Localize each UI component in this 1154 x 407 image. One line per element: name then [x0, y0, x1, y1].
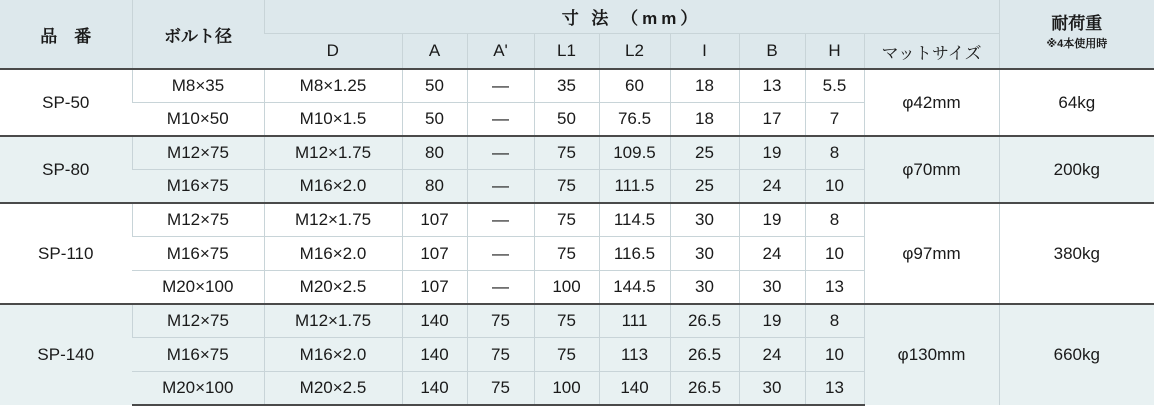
header-mat-size: マットサイズ	[864, 34, 999, 70]
table-row	[0, 304, 1154, 338]
header-bolt-size: ボルト径	[132, 0, 264, 69]
cell-l1: 100	[534, 271, 599, 305]
table-body	[0, 69, 1154, 405]
cell-d: M20×2.5	[264, 271, 402, 305]
header-col-l1: L1	[534, 34, 599, 70]
cell-mat-size: φ42mm	[864, 69, 999, 136]
cell-i: 18	[670, 69, 739, 103]
cell-i: 25	[670, 136, 739, 170]
cell-load: 660kg	[999, 304, 1154, 405]
cell-a: 50	[402, 69, 467, 103]
cell-load: 380kg	[999, 203, 1154, 304]
cell-a: 80	[402, 170, 467, 204]
header-col-b: B	[739, 34, 805, 70]
header-col-a: A	[402, 34, 467, 70]
cell-h: 10	[805, 237, 864, 271]
cell-part-no: SP-50	[42, 92, 90, 112]
cell-a: 50	[402, 103, 467, 137]
cell-part-no: SP-110	[0, 203, 132, 304]
cell-bolt-size: M8×35	[132, 69, 264, 103]
cell-h: 8	[805, 203, 864, 237]
header-load-title: 耐荷重	[1051, 14, 1103, 33]
cell-d: M12×1.75	[264, 203, 402, 237]
cell-part-no: SP-80	[0, 136, 132, 203]
cell-d: M12×1.75	[264, 136, 402, 170]
cell-b: 17	[739, 103, 805, 137]
cell-a: 80	[402, 136, 467, 170]
table-header	[0, 0, 1154, 69]
cell-l1: 75	[534, 237, 599, 271]
cell-l2: 60	[599, 69, 670, 103]
header-col-a-prime: A'	[467, 34, 534, 70]
cell-h: 10	[805, 338, 864, 372]
header-col-l2: L2	[599, 34, 670, 70]
cell-bolt-size: M12×75	[132, 304, 264, 338]
cell-l2: 111.5	[599, 170, 670, 204]
cell-b: 19	[739, 136, 805, 170]
cell-a: 140	[402, 338, 467, 372]
cell-h: 13	[805, 271, 864, 305]
cell-bolt-size: M16×75	[132, 237, 264, 271]
cell-b: 30	[739, 271, 805, 305]
cell-a: 107	[402, 271, 467, 305]
cell-i: 25	[670, 170, 739, 204]
cell-a-prime: —	[467, 136, 534, 170]
cell-h: 5.5	[805, 69, 864, 103]
cell-mat-size: φ97mm	[864, 203, 999, 304]
header-dimensions: 寸 法 （mm）	[264, 0, 999, 34]
cell-l1: 35	[534, 69, 599, 103]
table-row	[0, 69, 1154, 103]
cell-load: 64kg	[999, 69, 1154, 136]
cell-bolt-size: M12×75	[132, 136, 264, 170]
header-col-d: D	[264, 34, 402, 70]
cell-d: M10×1.5	[264, 103, 402, 137]
cell-mat-size: φ130mm	[864, 304, 999, 405]
cell-a: 107	[402, 203, 467, 237]
cell-bolt-size: M16×75	[132, 338, 264, 372]
cell-i: 26.5	[670, 304, 739, 338]
cell-d: M16×2.0	[264, 170, 402, 204]
cell-l1: 75	[534, 136, 599, 170]
cell-i: 26.5	[670, 338, 739, 372]
cell-a-prime: 75	[467, 371, 534, 405]
cell-l1: 75	[534, 338, 599, 372]
cell-b: 19	[739, 203, 805, 237]
cell-mat-size: φ70mm	[864, 136, 999, 203]
cell-b: 19	[739, 304, 805, 338]
cell-l2: 140	[599, 371, 670, 405]
cell-b: 30	[739, 371, 805, 405]
cell-a-prime: —	[467, 69, 534, 103]
cell-l2: 109.5	[599, 136, 670, 170]
cell-h: 8	[805, 136, 864, 170]
cell-d: M20×2.5	[264, 371, 402, 405]
cell-l2: 111	[599, 304, 670, 338]
cell-i: 18	[670, 103, 739, 137]
cell-l2: 113	[599, 338, 670, 372]
cell-h: 10	[805, 170, 864, 204]
cell-l2: 114.5	[599, 203, 670, 237]
cell-h: 13	[805, 371, 864, 405]
cell-a: 140	[402, 371, 467, 405]
cell-a: 107	[402, 237, 467, 271]
cell-l1: 75	[534, 170, 599, 204]
cell-d: M16×2.0	[264, 338, 402, 372]
cell-a-prime: 75	[467, 304, 534, 338]
cell-l1: 50	[534, 103, 599, 137]
cell-a-prime: —	[467, 271, 534, 305]
cell-part-no: SP-140	[0, 304, 132, 405]
cell-l2: 116.5	[599, 237, 670, 271]
cell-load: 200kg	[999, 136, 1154, 203]
header-col-i: I	[670, 34, 739, 70]
cell-l1: 75	[534, 304, 599, 338]
header-col-h: H	[805, 34, 864, 70]
cell-bolt-size: M20×100	[132, 371, 264, 405]
cell-a-prime: —	[467, 237, 534, 271]
cell-a-prime: —	[467, 170, 534, 204]
cell-a-prime: 75	[467, 338, 534, 372]
cell-d: M12×1.75	[264, 304, 402, 338]
cell-l2: 144.5	[599, 271, 670, 305]
cell-d: M16×2.0	[264, 237, 402, 271]
cell-b: 24	[739, 237, 805, 271]
cell-b: 13	[739, 69, 805, 103]
cell-i: 30	[670, 237, 739, 271]
cell-a-prime: —	[467, 103, 534, 137]
cell-b: 24	[739, 170, 805, 204]
header-load-note: ※4本使用時	[1046, 38, 1108, 50]
cell-bolt-size: M20×100	[132, 271, 264, 305]
cell-a: 140	[402, 304, 467, 338]
cell-i: 30	[670, 203, 739, 237]
header-load	[999, 0, 1154, 69]
cell-bolt-size: M12×75	[132, 203, 264, 237]
cell-a-prime: —	[467, 203, 534, 237]
cell-i: 30	[670, 271, 739, 305]
cell-l2: 76.5	[599, 103, 670, 137]
cell-h: 7	[805, 103, 864, 137]
cell-b: 24	[739, 338, 805, 372]
header-part-no: 品 番	[0, 0, 132, 69]
cell-bolt-size: M16×75	[132, 170, 264, 204]
cell-bolt-size: M10×50	[132, 103, 264, 137]
cell-h: 8	[805, 304, 864, 338]
cell-l1: 75	[534, 203, 599, 237]
table-row	[0, 203, 1154, 237]
cell-l1: 100	[534, 371, 599, 405]
table-row	[0, 136, 1154, 170]
cell-d: M8×1.25	[264, 69, 402, 103]
cell-i: 26.5	[670, 371, 739, 405]
